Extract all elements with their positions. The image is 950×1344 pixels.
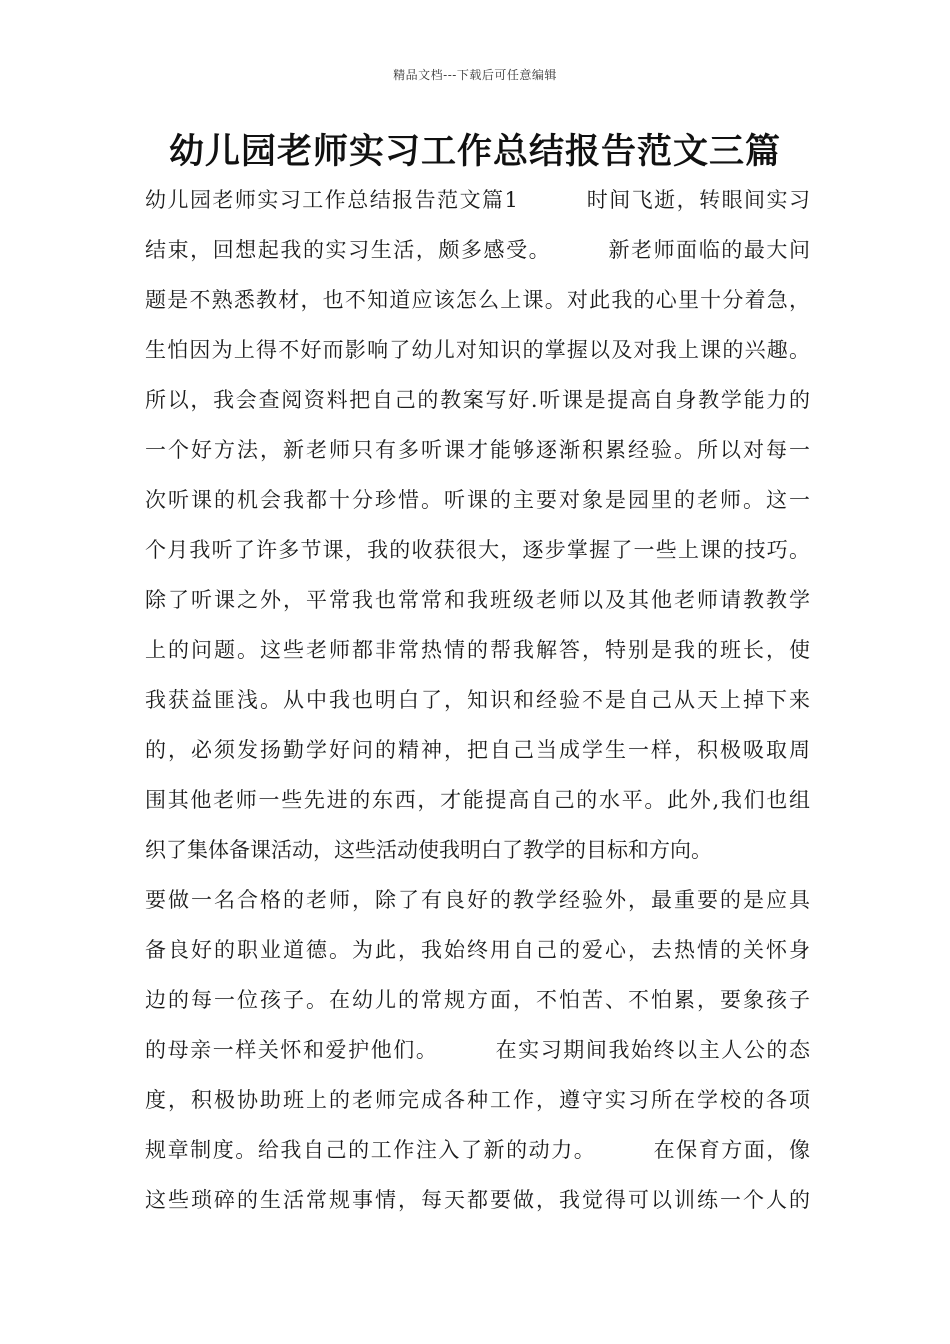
body-line: 这些琐碎的生活常规事情，每天都要做，我觉得可以训练一个人的: [145, 1188, 810, 1212]
body-line: 我获益匪浅。从中我也明白了，知识和经验不是自己从天上掉下来: [145, 688, 810, 712]
body-line: 规章制度。给我自己的工作注入了新的动力。 在保育方面，像: [145, 1138, 810, 1162]
body-line: 除了听课之外，平常我也常常和我班级老师以及其他老师请教教学: [145, 588, 810, 612]
body-line: 次听课的机会我都十分珍惜。听课的主要对象是园里的老师。这一: [145, 488, 810, 512]
body-line: 所以，我会查阅资料把自己的教案写好.听课是提高自身教学能力的: [145, 388, 810, 412]
body-line: 上的问题。这些老师都非常热情的帮我解答，特别是我的班长，使: [145, 638, 810, 662]
body-line: 备良好的职业道德。为此，我始终用自己的爱心，去热情的关怀身: [145, 938, 810, 962]
body-line: 要做一名合格的老师，除了有良好的教学经验外，最重要的是应具: [145, 888, 810, 912]
body-line: 的，必须发扬勤学好问的精神，把自己当成学生一样，积极吸取周: [145, 738, 810, 762]
body-line: 生怕因为上得不好而影响了幼儿对知识的掌握以及对我上课的兴趣。: [145, 338, 810, 362]
header-note: 精品文档---下载后可任意编辑: [393, 68, 557, 82]
body-line: 边的每一位孩子。在幼儿的常规方面，不怕苦、不怕累，要象孩子: [145, 988, 810, 1012]
body-line: 的母亲一样关怀和爱护他们。 在实习期间我始终以主人公的态: [145, 1038, 810, 1062]
body-line: 织了集体备课活动，这些活动使我明白了教学的目标和方向。: [145, 838, 712, 862]
body-line: 题是不熟悉教材，也不知道应该怎么上课。对此我的心里十分着急，: [145, 288, 810, 312]
document-title: 幼儿园老师实习工作总结报告范文三篇: [168, 132, 781, 172]
body-line: 度，积极协助班上的老师完成各种工作，遵守实习所在学校的各项: [145, 1088, 810, 1112]
body-line: 幼儿园老师实习工作总结报告范文篇1 时间飞逝，转眼间实习: [145, 188, 810, 212]
body-line: 一个好方法，新老师只有多听课才能够逐渐积累经验。所以对每一: [145, 438, 810, 462]
body-line: 围其他老师一些先进的东西，才能提高自己的水平。此外,我们也组: [145, 788, 810, 812]
body-line: 个月我听了许多节课，我的收获很大，逐步掌握了一些上课的技巧。: [145, 538, 810, 562]
body-line: 结束，回想起我的实习生活，颇多感受。 新老师面临的最大问: [145, 238, 810, 262]
body-text: [145, 184, 810, 1234]
